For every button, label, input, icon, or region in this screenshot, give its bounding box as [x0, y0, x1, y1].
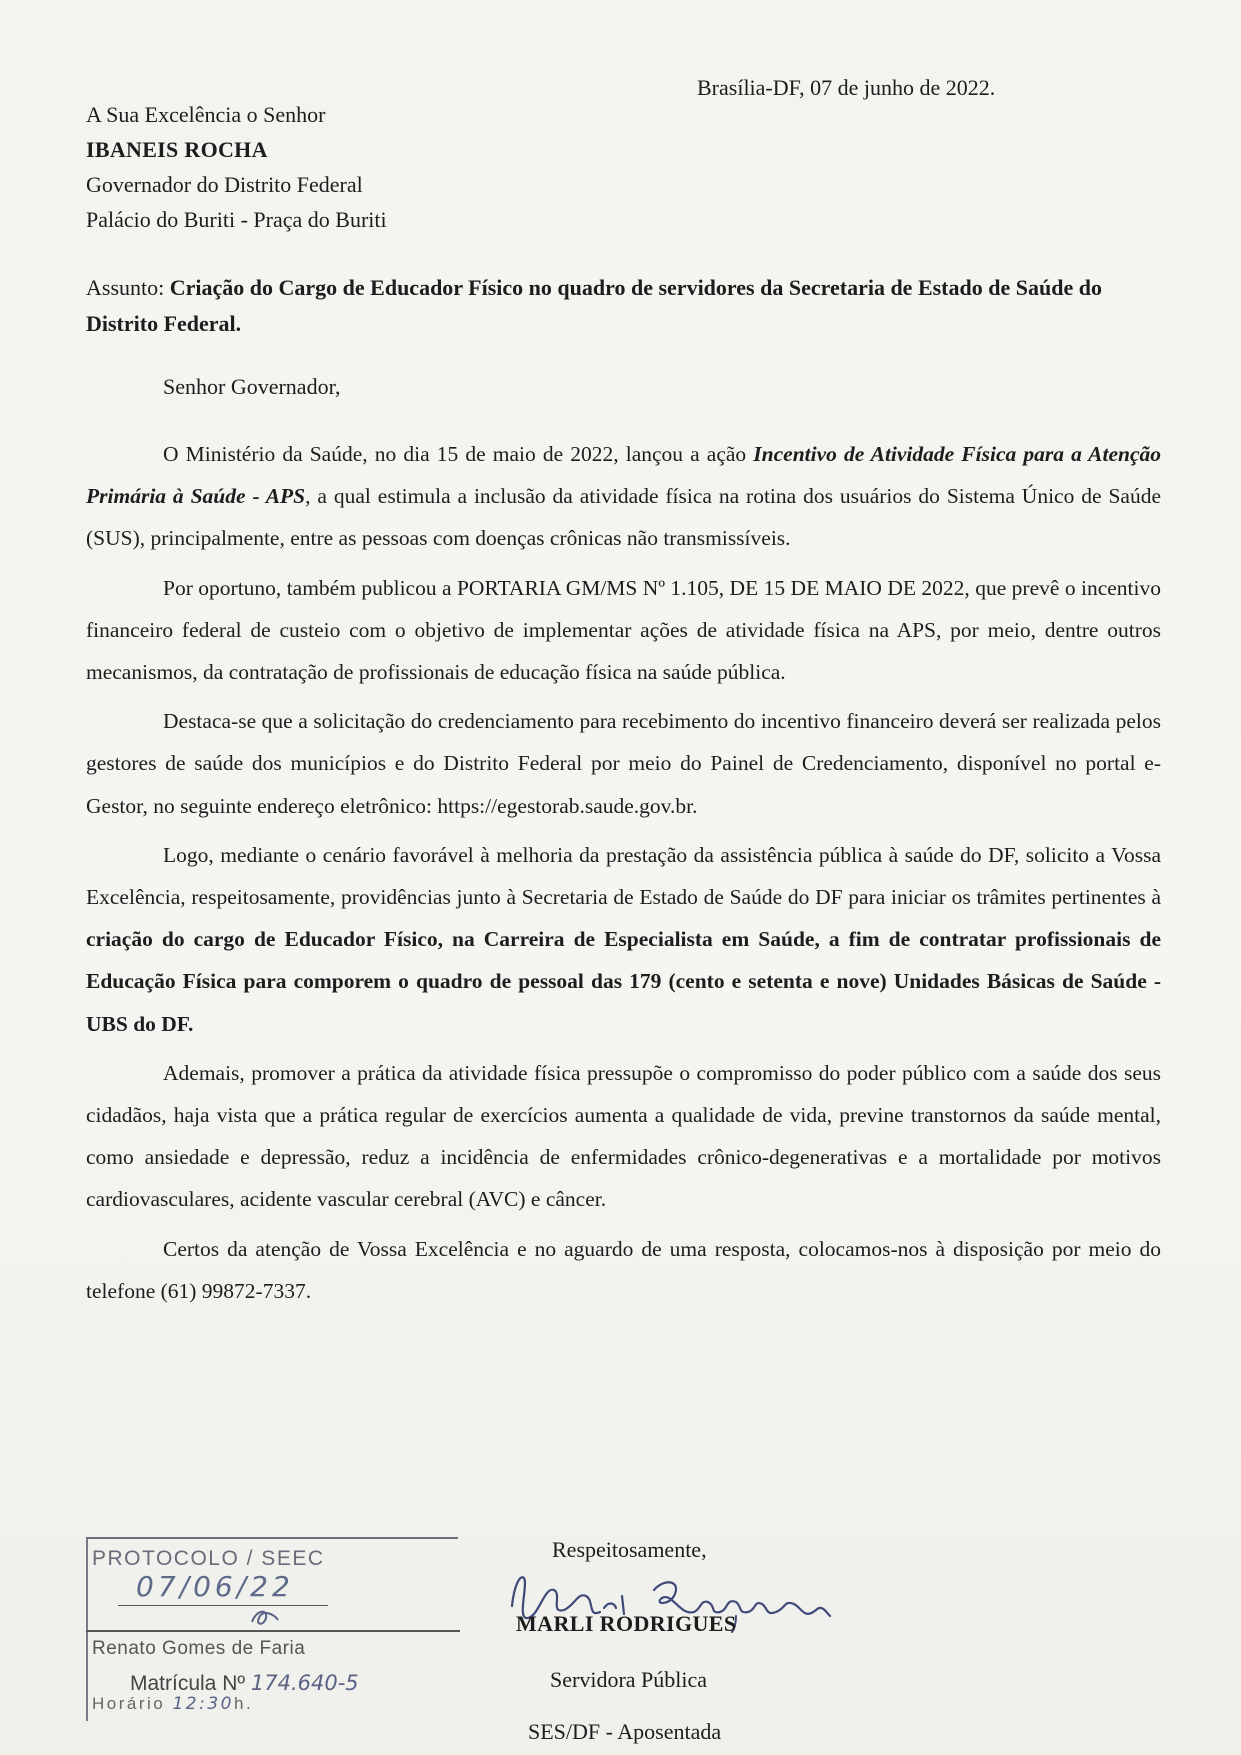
paragraph-6: Certos da atenção de Vossa Excelência e no aguardo de uma resposta, colocamos-nos à disposição por meio do telefone (61) 99872-7337.: [86, 1236, 1161, 1303]
signer-role: Servidora Pública: [550, 1667, 708, 1692]
recipient-block: [86, 97, 387, 237]
stamp-matricula-label: Matrícula Nº: [130, 1672, 246, 1695]
recipient-name: [86, 132, 387, 167]
stamp-matricula: [130, 1671, 359, 1696]
recipient-salutation-line: A Sua Excelência o Senhor: [86, 102, 326, 127]
recipient-name-text: IBANEIS ROCHA: [86, 137, 268, 162]
recipient-place: Palácio do Buriti - Praça do Buriti: [86, 207, 387, 232]
paragraph-1-text-c: , a qual estimula a inclusão da atividade física na rotina dos usuários do Sistema Único de Saúde (SUS), principalmente, entre as pessoas com doenças crônicas não transmissíveis.: [86, 484, 1161, 551]
paragraph-1: [86, 433, 1161, 560]
protocol-stamp: [86, 1537, 458, 1721]
stamp-receiver-name: Renato Gomes de Faria: [92, 1638, 306, 1659]
stamp-date-underline: [118, 1605, 328, 1606]
stamp-date: 07/06/22: [136, 1570, 294, 1603]
signer-name: MARLI RODRIGUES: [516, 1611, 737, 1636]
paragraph-1-emphasis: Incentivo de Atividade Física para a Atenção Primária à Saúde - APS: [86, 442, 1161, 509]
paragraph-3: Destaca-se que a solicitação do credenciamento para recebimento do incentivo financeiro deverá ser realizada pelos gestores de saúde dos municípios e do Distrito Federal por meio do Painel de Credenciamento, disponível no portal e-Gestor, no seguinte endereço eletrônico: https://egestorab.saude.gov.br.: [86, 709, 1161, 818]
paragraph-5: Ademais, promover a prática da atividade física pressupõe o compromisso do poder público com a saúde dos seus cidadãos, haja vista que a prática regular de exercícios aumenta a qualidade de vida, previne transtornos da saúde mental, como ansiedade e depressão, reduz a incidência de enfermidades crônico-degenerativas e a mortalidade por motivos cardiovasculares, acidente vascular cerebral (AVC) e câncer.: [86, 1060, 1161, 1212]
paragraph-4: [86, 834, 1161, 1045]
salutation: Senhor Governador,: [163, 374, 341, 399]
subject-text: Criação do Cargo de Educador Físico no quadro de servidores da Secretaria de Estado de Saúde do Distrito Federal.: [86, 275, 1102, 336]
paragraph-4-text-a: Logo, mediante o cenário favorável à melhoria da prestação da assistência pública à saúde do DF, solicito a Vossa Excelência, respeitosamente, providências junto à Secretaria de Estado de Saúde do DF para iniciar os trâmites pertinentes à: [86, 842, 1161, 910]
paragraph-2: Por oportuno, também publicou a PORTARIA GM/MS Nº 1.105, DE 15 DE MAIO DE 2022, que prevê o incentivo financeiro federal de custeio com o objetivo de implementar ações de atividade física na APS, por meio, dentre outros mecanismos, da contratação de profissionais de educação física na saúde pública.: [86, 575, 1161, 685]
stamp-horario-value: 12:30: [172, 1694, 234, 1714]
stamp-horario-suffix: h.: [233, 1694, 254, 1713]
stamp-horario: [92, 1694, 253, 1714]
initials-mark-icon: [248, 1606, 282, 1630]
recipient-title: Governador do Distrito Federal: [86, 172, 363, 197]
subject-label: Assunto:: [86, 275, 165, 300]
paragraph-1-text-a: O Ministério da Saúde, no dia 15 de maio de 2022, lançou a ação: [163, 442, 754, 466]
paragraph-4-emphasis: criação do cargo de Educador Físico, na Carreira de Especialista em Saúde, a fim de contratar profissionais de Educação Física para comporem o quadro de pessoal das 179 (cento e setenta e nove) Unidades Básicas de Saúde - UBS do DF.: [86, 927, 1161, 1036]
stamp-horario-label: Horário: [92, 1694, 166, 1713]
stamp-title: PROTOCOLO / SEEC: [92, 1547, 325, 1570]
closing: Respeitosamente,: [552, 1537, 707, 1562]
signer-organization: SES/DF - Aposentada: [528, 1719, 722, 1744]
subject-line: [86, 270, 1161, 342]
stamp-divider: [86, 1630, 460, 1632]
letter-body: [86, 433, 1161, 1319]
letter-date: Brasília-DF, 07 de junho de 2022.: [697, 75, 996, 100]
stamp-matricula-value: 174.640-5: [250, 1671, 359, 1695]
